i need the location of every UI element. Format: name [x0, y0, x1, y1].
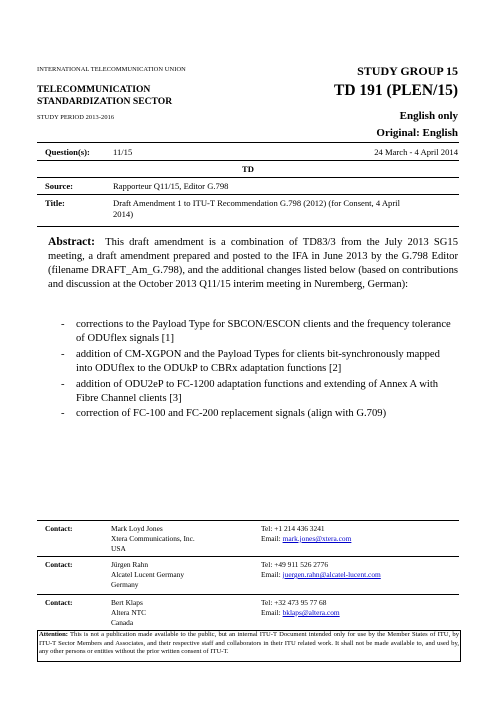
list-item: - addition of CM-XGPON and the Payload Types for clients bit-synchronously mapped into ODUflex to the ODUkP to CBRx adaptation functions [2]	[61, 348, 440, 374]
contact-tel: Tel: +32 473 95 77 68	[261, 598, 327, 607]
abstract-heading: Abstract:	[48, 235, 96, 248]
email-link[interactable]: bklaps@altera.com	[282, 608, 340, 617]
contact-email-row: Email: bklaps@altera.com	[261, 608, 340, 617]
rule-5	[37, 226, 459, 227]
abstract-text: This draft amendment is a combination of TD83/3 from the July 2013 SG15 meeting, a draft amendment prepared and posted to the IFA in June 2013 by the G.798 Editor (filename DRAFT_Am_G.798), and the additional changes listed below (based on contributions and discussion at the October 2013 Q11/15 interim meeting in Nuremberg, German):	[48, 237, 458, 290]
contact-label: Contact:	[45, 598, 73, 607]
contact-tel: Tel: +1 214 436 3241	[261, 524, 325, 533]
rule-2	[37, 160, 459, 161]
contact-country: USA	[111, 544, 126, 553]
list-item: - addition of ODU2eP to FC-1200 adaptation functions and extending of Annex A with Fibre Channel clients [3]	[61, 378, 439, 404]
study-group: STUDY GROUP 15	[357, 64, 458, 78]
attention-label: Attention:	[39, 631, 68, 638]
doc-type: TD	[242, 164, 254, 174]
language: English only	[399, 110, 458, 122]
abstract-bullets	[61, 318, 458, 423]
contact-rule-2	[37, 556, 459, 557]
list-item: - correction of FC-100 and FC-200 replacement signals (align with G.709)	[61, 408, 387, 420]
original-language: Original: English	[376, 127, 458, 139]
rule-4	[37, 194, 459, 195]
study-period: STUDY PERIOD 2013-2016	[37, 114, 115, 121]
contact-email-row: Email: juergen.rahn@alcatel-lucent.com	[261, 570, 381, 579]
list-item: - corrections to the Payload Type for SBCON/ESCON clients and the frequency tolerance of ODUflex signals [1]	[61, 319, 451, 344]
contact-name: Mark Loyd Jones	[111, 524, 163, 533]
contact-rule-3	[37, 594, 459, 595]
meeting-dates: 24 March - 4 April 2014	[374, 147, 458, 157]
title-value-line2: 2014)	[113, 209, 134, 219]
abstract-block	[48, 235, 458, 292]
attention-text: This is not a publication made available to the public, but an internal ITU-T Document intended only for use by the Member States of ITU, by ITU-T Sector Members and Associates, and their respective staff and collaborators in their ITU related work. It shall not be made available to, and used by, any other persons or entities without the prior written consent of ITU-T.	[39, 631, 459, 656]
union-name: INTERNATIONAL TELECOMMUNICATION UNION	[37, 66, 186, 73]
rule-3	[37, 177, 459, 178]
contact-label: Contact:	[45, 560, 73, 569]
contact-tel: Tel: +49 911 526 2776	[261, 560, 329, 569]
title-value-line1: Draft Amendment 1 to ITU-T Recommendation G.798 (2012) (for Consent, 4 April	[113, 198, 400, 208]
contact-country: Germany	[111, 580, 139, 589]
title-label: Title:	[45, 198, 65, 208]
contact-rule-1	[37, 520, 459, 521]
doc-number: TD 191 (PLEN/15)	[334, 82, 458, 99]
source-value: Rapporteur Q11/15, Editor G.798	[113, 181, 229, 191]
contact-org: Xtera Communications, Inc.	[111, 534, 195, 543]
email-link[interactable]: juergen.rahn@alcatel-lucent.com	[282, 570, 381, 579]
rule-top	[37, 142, 459, 143]
questions-value: 11/15	[113, 147, 133, 157]
contact-org: Altera NTC	[111, 608, 147, 617]
contact-name: Jürgen Rahn	[111, 560, 149, 569]
source-label: Source:	[45, 181, 74, 191]
contact-org: Alcatel Lucent Germany	[111, 570, 185, 579]
contact-email-row: Email: mark.jones@xtera.com	[261, 534, 352, 543]
attention-notice	[37, 630, 461, 662]
sector-line-1: TELECOMMUNICATION	[37, 84, 151, 95]
questions-label: Question(s):	[45, 147, 90, 157]
email-link[interactable]: mark.jones@xtera.com	[282, 534, 352, 543]
contact-country: Canada	[111, 618, 134, 627]
contact-name: Bert Klaps	[111, 598, 143, 607]
contact-label: Contact:	[45, 524, 73, 533]
sector-line-2: STANDARDIZATION SECTOR	[37, 96, 173, 107]
